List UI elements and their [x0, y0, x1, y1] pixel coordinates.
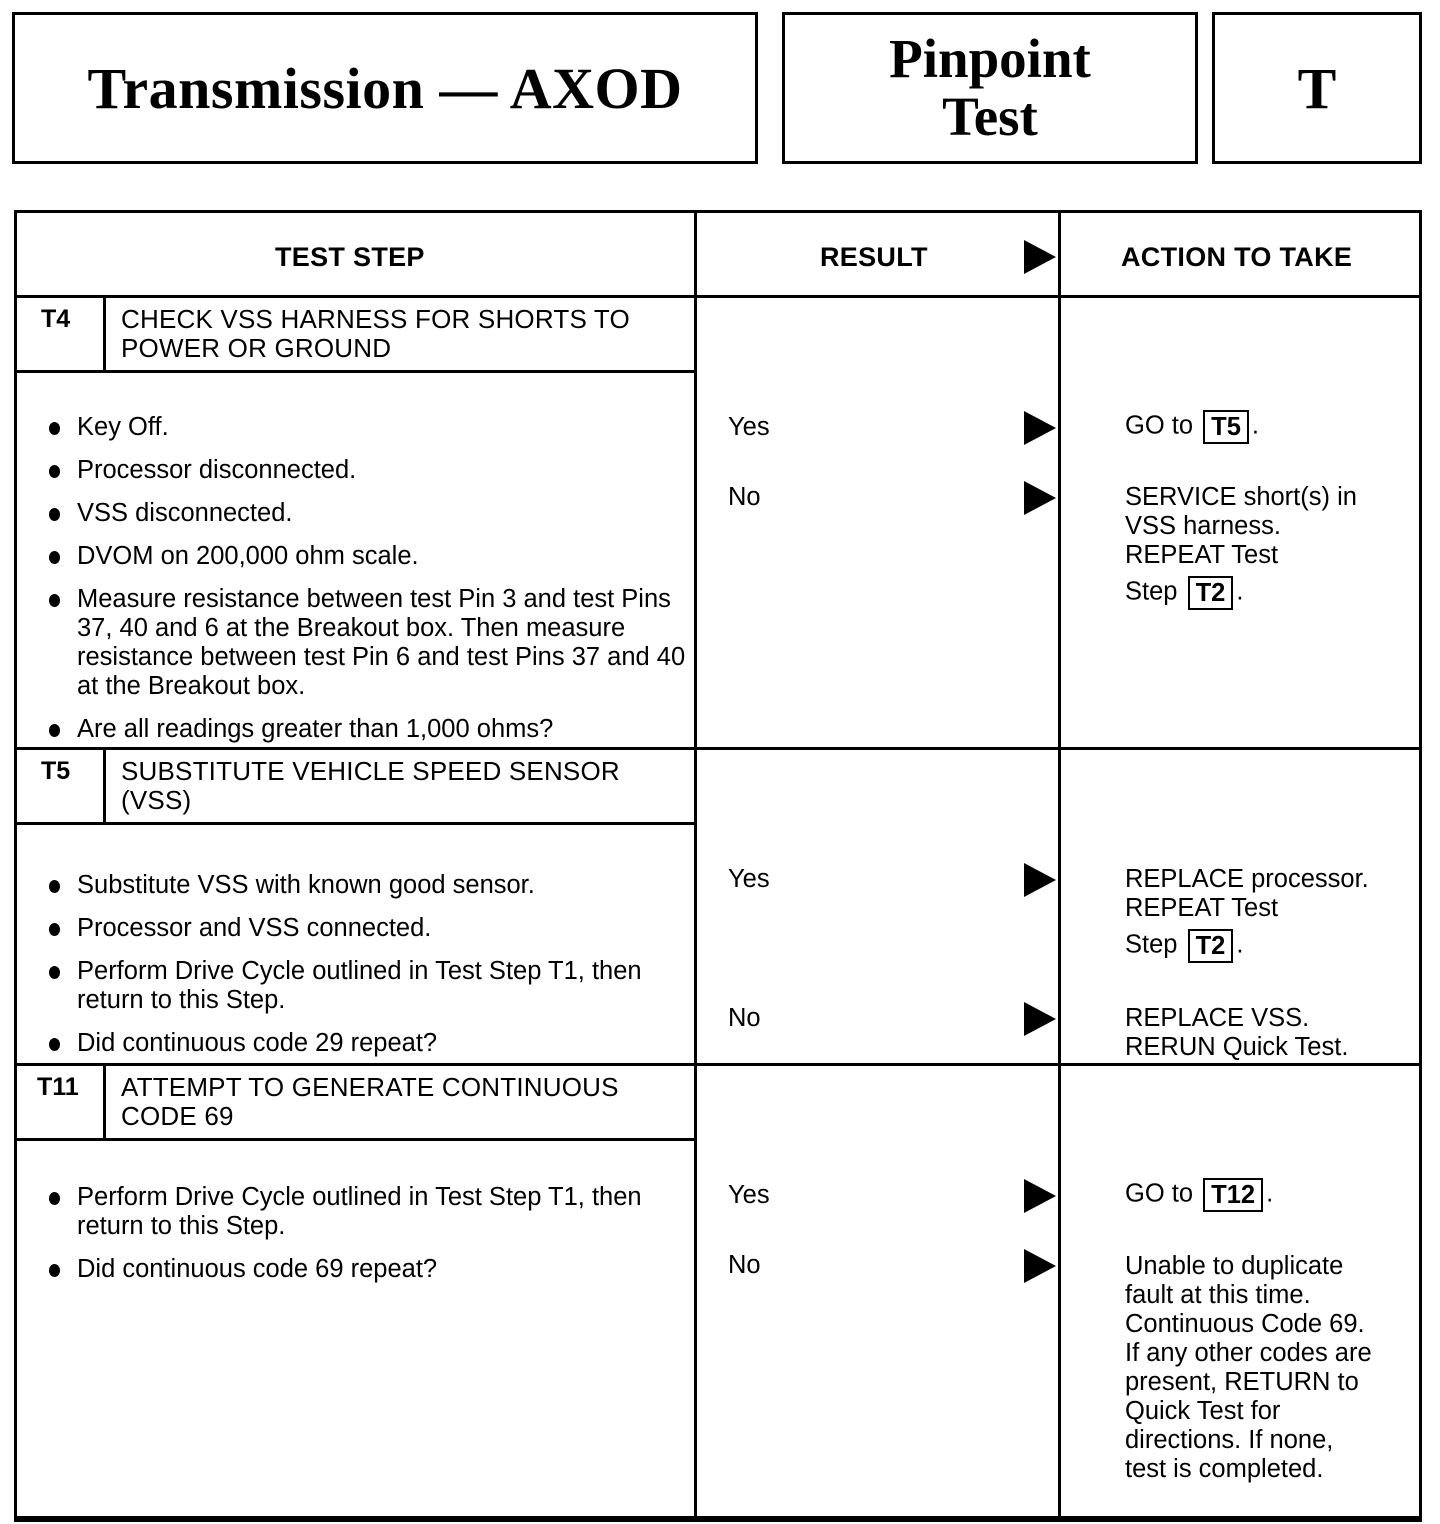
- arrow-right-icon: [1024, 1249, 1056, 1283]
- step-instructions: [47, 871, 687, 1072]
- column-header-action: ACTION TO TAKE: [1121, 242, 1353, 272]
- action-no: REPLACE VSS. RERUN Quick Test.: [1125, 1004, 1349, 1061]
- step-title: [121, 757, 620, 815]
- instruction-item: Processor disconnected.: [47, 456, 687, 485]
- instruction-item: Did continuous code 69 repeat?: [47, 1255, 687, 1284]
- column-divider: [1058, 213, 1061, 1519]
- bullet-icon: [49, 551, 60, 564]
- step-reference-link[interactable]: T12: [1203, 1178, 1263, 1212]
- step-id-divider: [103, 747, 106, 825]
- step-row-divider: [17, 1063, 1419, 1066]
- arrow-right-icon: [1024, 240, 1056, 274]
- section-title-box: [782, 12, 1198, 164]
- step-title-line: POWER OR GROUND: [121, 333, 392, 363]
- action-no: Unable to duplicate fault at this time. Continuous Code 69. If any other codes are present, RETURN to Quick Test for directions. If none, test is completed.: [1125, 1252, 1372, 1483]
- section-title-line1: Pinpoint: [889, 28, 1091, 89]
- step-title-divider: [17, 822, 697, 825]
- arrow-right-icon: [1024, 411, 1056, 445]
- step-reference-link[interactable]: T5: [1203, 410, 1249, 444]
- arrow-right-icon: [1024, 1002, 1056, 1036]
- step-title-line: (VSS): [121, 785, 192, 815]
- column-header-test-step: TEST STEP: [275, 242, 425, 272]
- bullet-icon: [49, 923, 60, 936]
- section-letter-box: [1212, 12, 1422, 164]
- result-yes: Yes: [728, 865, 770, 893]
- result-no: No: [728, 483, 761, 511]
- step-title-line: CODE 69: [121, 1101, 234, 1131]
- step-id: T11: [37, 1073, 79, 1101]
- result-no: No: [728, 1251, 761, 1279]
- result-yes: Yes: [728, 413, 770, 441]
- instruction-item: Processor and VSS connected.: [47, 914, 687, 943]
- arrow-right-icon: [1024, 481, 1056, 515]
- step-title-line: ATTEMPT TO GENERATE CONTINUOUS: [121, 1072, 619, 1102]
- arrow-right-icon: [1024, 1179, 1056, 1213]
- instruction-item: Are all readings greater than 1,000 ohms?: [47, 715, 687, 744]
- section-letter: T: [1297, 55, 1337, 121]
- step-reference-link[interactable]: T2: [1188, 929, 1234, 963]
- bullet-icon: [49, 880, 60, 893]
- action-yes: GO to T5 .: [1125, 410, 1415, 444]
- instruction-item: Did continuous code 29 repeat?: [47, 1029, 687, 1058]
- pinpoint-test-table: [14, 210, 1422, 1522]
- action-yes: GO to T12 .: [1125, 1178, 1415, 1212]
- result-no: No: [728, 1004, 761, 1032]
- action-yes: REPLACE processor. REPEAT Test Step T2 .: [1125, 865, 1415, 963]
- step-id-divider: [103, 1063, 106, 1141]
- bullet-icon: [49, 966, 60, 979]
- step-instructions: [47, 1183, 687, 1298]
- step-title-line: SUBSTITUTE VEHICLE SPEED SENSOR: [121, 756, 620, 786]
- step-title-divider: [17, 370, 697, 373]
- bullet-icon: [49, 1264, 60, 1277]
- step-title-line: CHECK VSS HARNESS FOR SHORTS TO: [121, 304, 630, 334]
- instruction-item: DVOM on 200,000 ohm scale.: [47, 542, 687, 571]
- arrow-right-icon: [1024, 863, 1056, 897]
- section-title-line2: Test: [942, 86, 1038, 147]
- bullet-icon: [49, 508, 60, 521]
- bullet-icon: [49, 724, 60, 737]
- manual-title: Transmission — AXOD: [87, 55, 683, 121]
- step-title: [121, 1073, 619, 1131]
- bullet-icon: [49, 1038, 60, 1051]
- step-id-divider: [103, 295, 106, 373]
- instruction-item: Substitute VSS with known good sensor.: [47, 871, 687, 900]
- instruction-item: Perform Drive Cycle outlined in Test Step T1, then return to this Step.: [47, 957, 687, 1015]
- step-id: T5: [41, 757, 71, 785]
- instruction-item: Key Off.: [47, 413, 687, 442]
- bullet-icon: [49, 594, 60, 607]
- step-reference-link[interactable]: T2: [1188, 576, 1234, 610]
- bullet-icon: [49, 465, 60, 478]
- step-row-divider: [17, 747, 1419, 750]
- header-row-divider: [17, 295, 1419, 298]
- step-id: T4: [41, 305, 71, 333]
- column-header-result: RESULT: [820, 242, 928, 272]
- instruction-item: Perform Drive Cycle outlined in Test Step T1, then return to this Step.: [47, 1183, 687, 1241]
- result-yes: Yes: [728, 1181, 770, 1209]
- column-divider: [694, 213, 697, 1519]
- bullet-icon: [49, 1192, 60, 1205]
- step-instructions: [47, 413, 687, 758]
- instruction-item: Measure resistance between test Pin 3 and test Pins 37, 40 and 6 at the Breakout box. Then measure resistance between test Pin 6 and test Pins 37 and 40 at the Breakout box.: [47, 585, 687, 701]
- instruction-item: VSS disconnected.: [47, 499, 687, 528]
- manual-title-box: [12, 12, 758, 164]
- step-title-divider: [17, 1138, 697, 1141]
- action-no: SERVICE short(s) in VSS harness. REPEAT Test Step T2 .: [1125, 483, 1415, 610]
- step-title: [121, 305, 630, 363]
- bullet-icon: [49, 422, 60, 435]
